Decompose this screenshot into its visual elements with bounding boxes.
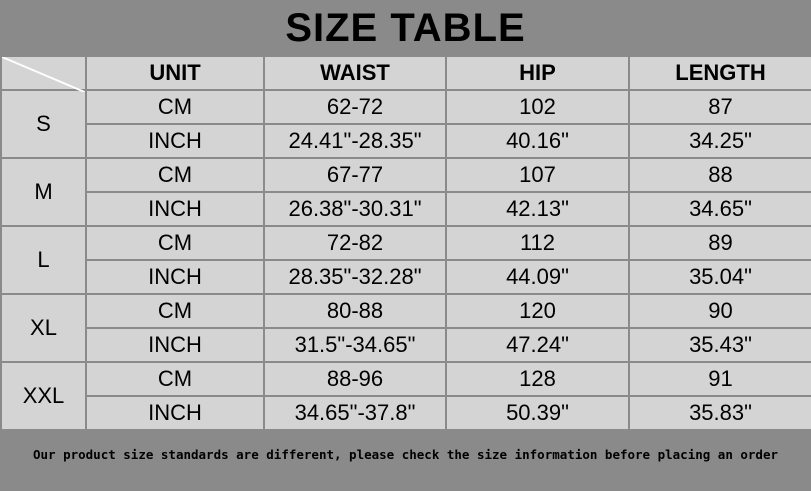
footer-note: Our product size standards are different, please check the size information before placing an order — [32, 447, 779, 462]
row-hip-cm: 120 — [446, 294, 629, 328]
diagonal-line-icon — [2, 57, 85, 92]
row-length-inch: 34.25" — [629, 124, 811, 158]
row-waist-cm: 88-96 — [264, 362, 446, 396]
table-header-row — [1, 56, 811, 90]
row-size-label: XL — [1, 294, 86, 362]
table-row — [1, 124, 811, 158]
row-length-inch: 35.83" — [629, 396, 811, 430]
row-unit-inch: INCH — [86, 260, 264, 294]
size-table — [0, 55, 811, 431]
row-hip-cm: 112 — [446, 226, 629, 260]
row-waist-inch: 26.38"-30.31" — [264, 192, 446, 226]
row-length-cm: 90 — [629, 294, 811, 328]
row-length-inch: 35.04" — [629, 260, 811, 294]
row-unit-inch: INCH — [86, 124, 264, 158]
row-unit-inch: INCH — [86, 396, 264, 430]
row-size-label: L — [1, 226, 86, 294]
row-hip-cm: 128 — [446, 362, 629, 396]
table-row — [1, 328, 811, 362]
table-row — [1, 90, 811, 124]
row-length-cm: 89 — [629, 226, 811, 260]
table-row — [1, 192, 811, 226]
row-hip-inch: 40.16" — [446, 124, 629, 158]
row-hip-inch: 47.24" — [446, 328, 629, 362]
row-waist-inch: 34.65"-37.8" — [264, 396, 446, 430]
title-bar — [0, 0, 811, 55]
table-row — [1, 362, 811, 396]
row-hip-inch: 44.09" — [446, 260, 629, 294]
row-waist-cm: 80-88 — [264, 294, 446, 328]
table-row — [1, 260, 811, 294]
row-unit-inch: INCH — [86, 328, 264, 362]
row-length-cm: 91 — [629, 362, 811, 396]
row-waist-inch: 24.41"-28.35" — [264, 124, 446, 158]
row-length-inch: 35.43" — [629, 328, 811, 362]
row-length-cm: 87 — [629, 90, 811, 124]
row-unit-cm: CM — [86, 362, 264, 396]
row-waist-cm: 72-82 — [264, 226, 446, 260]
page-title: SIZE TABLE — [285, 5, 526, 50]
row-waist-cm: 62-72 — [264, 90, 446, 124]
row-size-label: XXL — [1, 362, 86, 430]
row-unit-cm: CM — [86, 226, 264, 260]
column-header-hip: HIP — [446, 56, 629, 90]
row-hip-cm: 107 — [446, 158, 629, 192]
table-row — [1, 158, 811, 192]
column-header-unit: UNIT — [86, 56, 264, 90]
row-unit-cm: CM — [86, 158, 264, 192]
row-waist-inch: 31.5"-34.65" — [264, 328, 446, 362]
row-size-label: S — [1, 90, 86, 158]
table-row — [1, 396, 811, 430]
row-unit-inch: INCH — [86, 192, 264, 226]
column-header-length: LENGTH — [629, 56, 811, 90]
row-hip-inch: 42.13" — [446, 192, 629, 226]
row-waist-cm: 67-77 — [264, 158, 446, 192]
row-hip-cm: 102 — [446, 90, 629, 124]
row-length-inch: 34.65" — [629, 192, 811, 226]
row-waist-inch: 28.35"-32.28" — [264, 260, 446, 294]
column-header-waist: WAIST — [264, 56, 446, 90]
corner-cell — [1, 56, 86, 90]
row-hip-inch: 50.39" — [446, 396, 629, 430]
table-row — [1, 294, 811, 328]
row-size-label: M — [1, 158, 86, 226]
row-length-cm: 88 — [629, 158, 811, 192]
row-unit-cm: CM — [86, 294, 264, 328]
table-row — [1, 226, 811, 260]
row-unit-cm: CM — [86, 90, 264, 124]
footer — [0, 431, 811, 491]
